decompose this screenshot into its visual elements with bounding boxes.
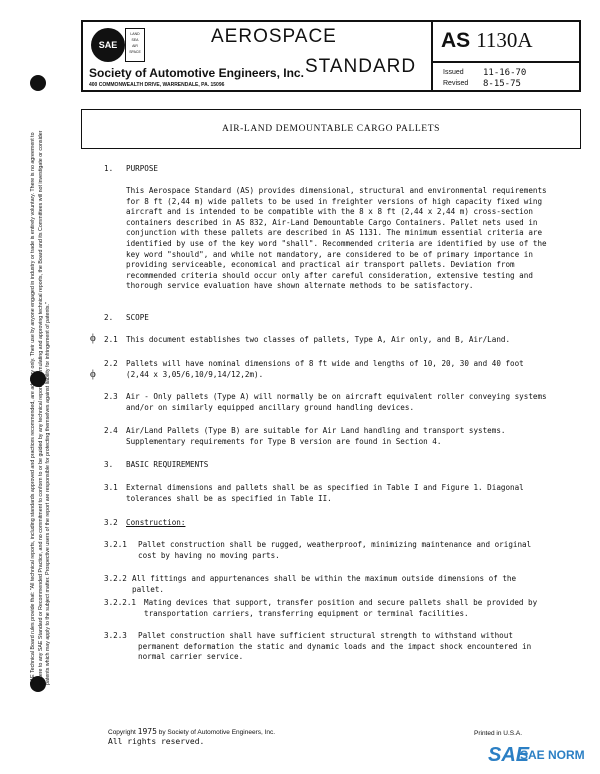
document-number xyxy=(441,28,533,53)
section-number: 3.2.2 xyxy=(104,574,127,583)
watermark-text: SAE NORM xyxy=(520,748,585,762)
revised-label: Revised xyxy=(443,80,469,87)
copyright-year: 1975 xyxy=(137,727,157,736)
section-text: Pallets will have nominal dimensions of 8 ft wide and lengths of 10, 20, 30 and 40 foot (2,44 x 3,05/6,10/9,14/12,2m). xyxy=(126,359,524,379)
section-number: 3.2.2.1 xyxy=(104,598,137,607)
section-title: Construction: xyxy=(126,518,186,527)
document-number-block xyxy=(433,22,579,90)
section-number: 3. xyxy=(104,460,114,469)
section-number: 2.3 xyxy=(104,392,118,401)
section-text: Pallet construction shall be rugged, weatherproof, minimizing maintenance and original cost by having no moving parts. xyxy=(138,540,532,560)
logo-box-line: SEA xyxy=(131,38,139,42)
section-number: 2. xyxy=(104,313,114,322)
revision-mark: ϕ xyxy=(90,332,96,344)
section-number: 3.1 xyxy=(104,483,118,492)
section-number: 3.2.3 xyxy=(104,631,127,640)
section-text: Air - Only pallets (Type A) will normally be on aircraft equivalent roller conveying systems and/or on similarly equipped ancillary ground handling devices. xyxy=(126,392,547,412)
section-text: This document establishes two classes of pallets, Type A, Air only, and B, Air/Land. xyxy=(126,335,511,344)
copyright-line xyxy=(108,727,275,736)
side-notice: SAE Technical Board rules provide that: "All technical reports, including standards approved and practices recommended, are advisory only. Their use by anyone engaged in industry or trade is entirely voluntary. There is no agreement to adhere to any SAE Standard or Recommended Practice, and no commitment to conform to or be guided by any technical report. In formulating and approving technical reports, the Board and its Committees will not investigate or consider patents which may apply to the subject matter. Prospective users of the report are responsible for protecting themselves against liability for infringement of patents." xyxy=(29,130,51,685)
as-number: 1130A xyxy=(476,28,533,52)
section-text: Mating devices that support, transfer position and secure pallets shall be provided by transportation carriers, transferring equipment or terminal facilities. xyxy=(144,598,538,618)
section-text: External dimensions and pallets shall be as specified in Table I and Figure 1. Diagonal tolerances shall be as specified in Table II. xyxy=(126,483,524,503)
printed-in: Printed in U.S.A. xyxy=(474,730,523,737)
section-number: 1. xyxy=(104,164,114,173)
title-standard: STANDARD xyxy=(305,56,417,77)
logo-box-line: LAND xyxy=(130,32,140,36)
revision-mark: ϕ xyxy=(90,368,96,380)
section-number: 3.2.1 xyxy=(104,540,127,549)
society-address: 400 COMMONWEALTH DRIVE, WARRENDALE, PA. 15096 xyxy=(89,82,225,88)
document-header xyxy=(81,20,581,92)
sae-logo-box xyxy=(125,28,145,62)
copyright-label: Copyright xyxy=(108,729,136,736)
header-title-block xyxy=(83,22,433,90)
sae-logo xyxy=(91,28,125,62)
watermark-logo: SAE xyxy=(488,744,530,766)
section-1-paragraph: This Aerospace Standard (AS) provides dimensional, structural and environmental requirements for 8 ft (2,44 m) wide pallets to be used in freighter versions of high capacity fixed wing aircraft and is intended to be compatible with the 8 x 8 ft (2,44 x 2,44 m) cross-section containers described in AS 832, Air-Land Demountable Cargo Containers. Pallet nets used in conjunction with these pallets are described in AS 1131. The minimum essential criteria are identified by use of the key word "shall". Recommended criteria are identified by use of the key word "should", and while not mandatory, are considered to be of primary importance in providing serviceable, economical and practical air transport pallets. Deviation from recommended criteria should occur only after careful consideration, extensive testing and thorough service evaluation have shown alternate methods to be satisfactory. xyxy=(126,186,547,291)
copyright-block xyxy=(108,727,275,746)
section-title: BASIC REQUIREMENTS xyxy=(126,460,209,469)
sae-logo-text: SAE xyxy=(98,40,118,50)
society-name: Society of Automotive Engineers, Inc. xyxy=(89,66,304,80)
section-text: Air/Land Pallets (Type B) are suitable for Air Land handling and transport systems. Supplementary requirements for Type B version are found in Section 4. xyxy=(126,426,506,446)
logo-box-line: SPACE xyxy=(129,50,141,54)
copyright-owner: by Society of Automotive Engineers, Inc. xyxy=(158,729,276,736)
as-prefix: AS xyxy=(441,29,471,52)
issued-date: 11-16-70 xyxy=(483,68,527,78)
header-divider xyxy=(433,61,579,63)
document-subject: AIR-LAND DEMOUNTABLE CARGO PALLETS xyxy=(81,109,581,149)
rights-reserved: All rights reserved. xyxy=(108,737,205,746)
section-title: SCOPE xyxy=(126,313,149,322)
punch-hole-top xyxy=(30,75,46,91)
section-number: 2.1 xyxy=(104,335,118,344)
watermark xyxy=(488,744,598,774)
section-number: 2.4 xyxy=(104,426,118,435)
section-text: All fittings and appurtenances shall be within the maximum outside dimensions of the pallet. xyxy=(132,574,517,594)
side-notice-container xyxy=(6,125,76,685)
issued-label: Issued xyxy=(443,69,464,76)
section-title: PURPOSE xyxy=(126,164,159,173)
title-aerospace: AEROSPACE xyxy=(211,26,337,47)
revised-date: 8-15-75 xyxy=(483,79,521,89)
section-number: 3.2 xyxy=(104,518,118,527)
logo-box-line: AIR xyxy=(132,44,138,48)
section-text: Pallet construction shall have sufficient structural strength to withstand without permanent deformation the static and dynamic loads and the impact shock encountered in normal carrier service. xyxy=(138,631,532,662)
section-number: 2.2 xyxy=(104,359,118,368)
